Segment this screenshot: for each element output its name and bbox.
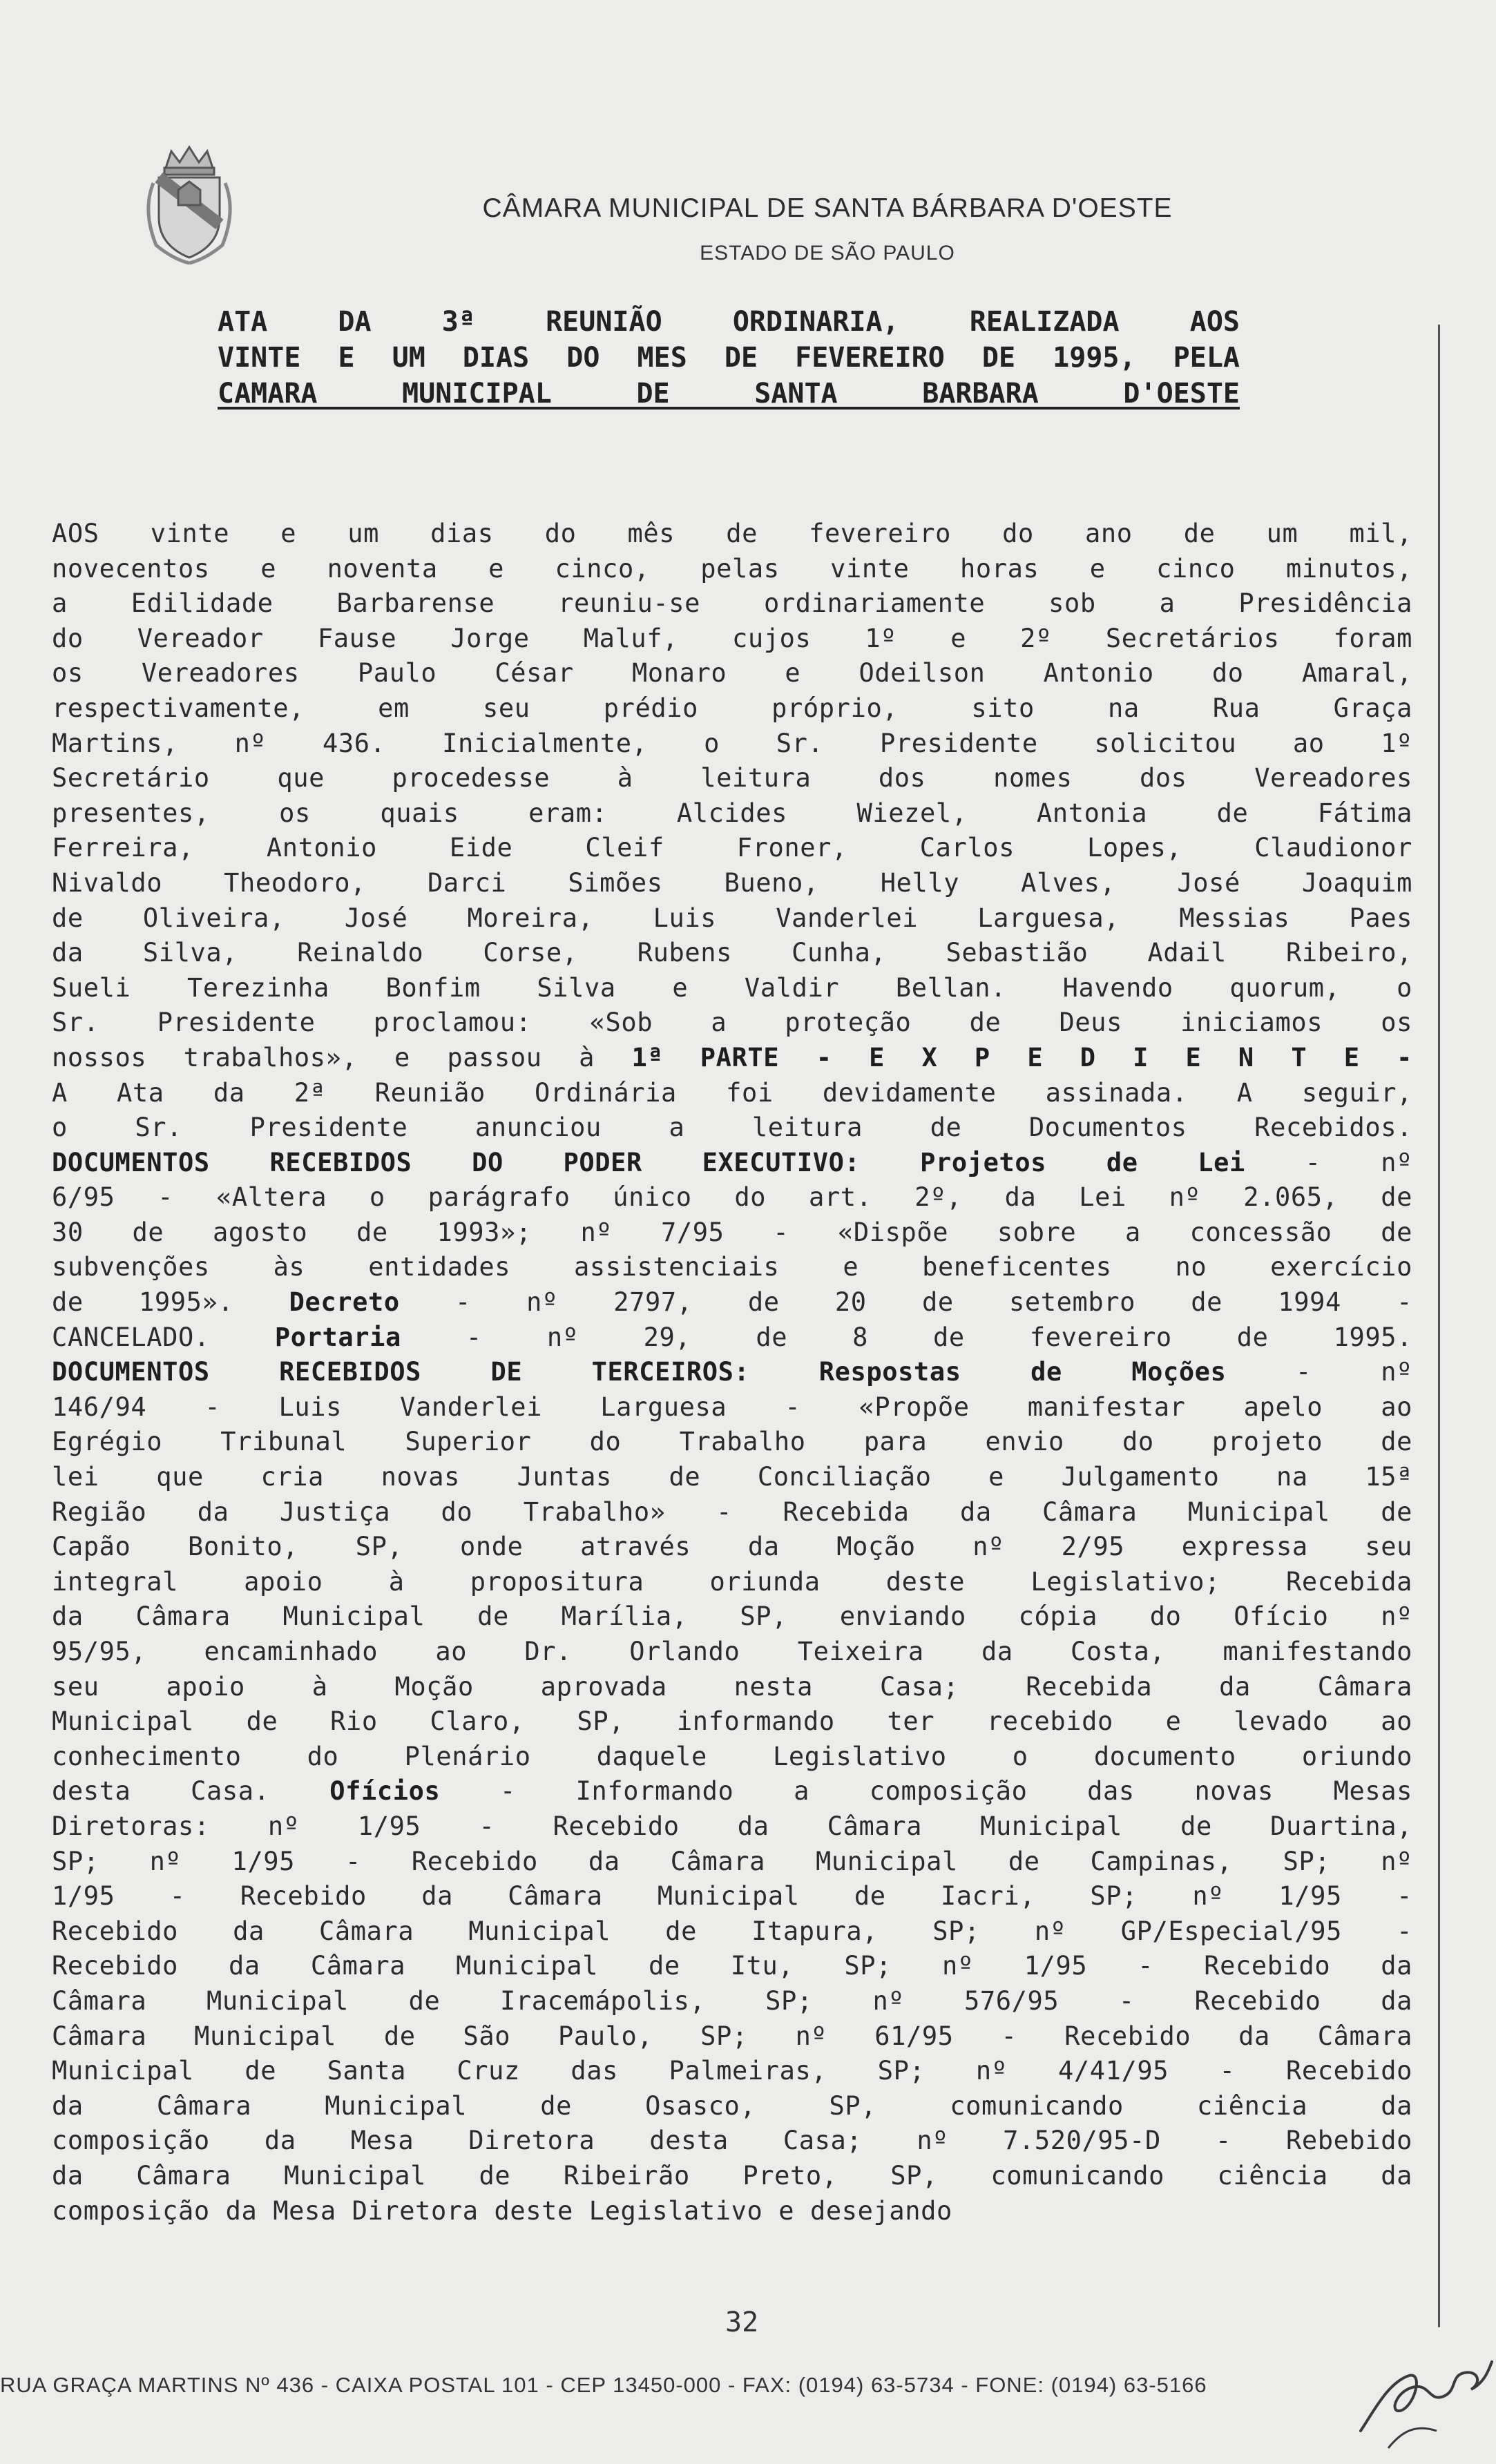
- text-line: [52, 901, 1412, 936]
- text-segment: subvenções às entidades assistenciais e beneficentes no exercício: [52, 1252, 1412, 1282]
- text-segment: novecentos e noventa e cinco, pelas vinte horas e cinco minutos,: [52, 553, 1412, 584]
- text-line: [52, 1774, 1412, 1809]
- margin-rule: [1438, 325, 1440, 2327]
- text-segment: de Oliveira, José Moreira, Luis Vanderlei Larguesa, Messias Paes: [52, 903, 1412, 933]
- text-line: [52, 1425, 1412, 1460]
- text-line: [52, 517, 1412, 552]
- text-segment: Sueli Terezinha Bonfim Silva e Valdir Bellan. Havendo quorum, o: [52, 972, 1412, 1003]
- text-line: [52, 1914, 1412, 1950]
- text-line: [52, 726, 1412, 762]
- text-line: [52, 761, 1412, 796]
- text-line: [52, 691, 1412, 726]
- text-line: [52, 1250, 1412, 1285]
- bold-text: DOCUMENTOS RECEBIDOS DE TERCEIROS: Respostas de Moções: [52, 1357, 1227, 1387]
- text-line: [52, 936, 1412, 971]
- text-line: [52, 1005, 1412, 1041]
- text-segment: A Ata da 2ª Reunião Ordinária foi devidamente assinada. A seguir,: [52, 1077, 1412, 1108]
- text-line: [52, 1565, 1412, 1600]
- text-line: [52, 1285, 1412, 1320]
- text-line: [52, 1530, 1412, 1565]
- bold-text: Portaria: [274, 1322, 401, 1352]
- text-line: [52, 1599, 1412, 1635]
- minutes-body-text: [52, 517, 1412, 2229]
- text-segment: Recebido da Câmara Municipal de Itapura, SP; nº GP/Especial/95 -: [52, 1916, 1412, 1946]
- text-segment: Martins, nº 436. Inicialmente, o Sr. Presidente solicitou ao 1º: [52, 728, 1412, 758]
- text-line: [52, 831, 1412, 866]
- text-segment: Egrégio Tribunal Superior do Trabalho para envio do projeto de: [52, 1427, 1412, 1457]
- text-segment: Ferreira, Antonio Eide Cleif Froner, Carlos Lopes, Claudionor: [52, 833, 1412, 863]
- text-line: [52, 1984, 1412, 2019]
- text-segment: Capão Bonito, SP, onde através da Moção nº 2/95 expressa seu: [52, 1532, 1412, 1562]
- text-segment: 6/95 - «Altera o parágrafo único do art. 2º, da Lei nº 2.065, de: [52, 1182, 1412, 1213]
- text-line: [52, 1390, 1412, 1425]
- text-line: [52, 1740, 1412, 1775]
- text-segment: composição da Mesa Diretora desta Casa; nº 7.520/95-D - Rebebido: [52, 2126, 1412, 2156]
- text-line: [52, 1949, 1412, 1984]
- bold-text: Ofícios: [329, 1776, 441, 1807]
- text-segment: 1/95 - Recebido da Câmara Municipal de Iacri, SP; nº 1/95 -: [52, 1881, 1412, 1912]
- text-line: [52, 2054, 1412, 2089]
- text-line: [52, 2089, 1412, 2124]
- text-segment: da Câmara Municipal de Ribeirão Preto, SP, comunicando ciência da: [52, 2160, 1412, 2191]
- text-line: [52, 622, 1412, 657]
- text-segment: da Silva, Reinaldo Corse, Rubens Cunha, Sebastião Adail Ribeiro,: [52, 938, 1412, 968]
- text-segment: da Câmara Municipal de Marília, SP, enviando cópia do Ofício nº: [52, 1601, 1412, 1632]
- text-segment: a Edilidade Barbarense reuniu-se ordinariamente sob a Presidência: [52, 588, 1412, 619]
- text-segment: Secretário que procedesse à leitura dos nomes dos Vereadores: [52, 763, 1412, 793]
- text-line: [52, 2159, 1412, 2194]
- text-segment: 30 de agosto de 1993»; nº 7/95 - «Dispõe sobre a concessão de: [52, 1217, 1412, 1247]
- title-line: ATA DA 3ª REUNIÃO ORDINARIA, REALIZADA AOS: [218, 306, 1240, 338]
- handwritten-signature: [1347, 2327, 1496, 2452]
- text-segment: Câmara Municipal de São Paulo, SP; nº 61/95 - Recebido da Câmara: [52, 2021, 1412, 2051]
- text-line: [52, 1180, 1412, 1215]
- bold-text: 1ª PARTE - E X P E D I E N T E -: [631, 1042, 1413, 1072]
- text-line: [52, 1879, 1412, 1914]
- text-segment: Região da Justiça do Trabalho» - Recebida da Câmara Municipal de: [52, 1496, 1412, 1527]
- text-segment: integral apoio à propositura oriunda deste Legislativo; Recebida: [52, 1566, 1412, 1597]
- page-number: 32: [725, 2307, 759, 2338]
- text-segment: Diretoras: nº 1/95 - Recebido da Câmara Municipal de Duartina,: [52, 1811, 1412, 1841]
- address-footer: RUA GRAÇA MARTINS Nº 436 - CAIXA POSTAL 101 - CEP 13450-000 - FAX: (0194) 63-5734 - FONE: (0194) 63-5166: [0, 2373, 1207, 2397]
- text-segment: - nº 29, de 8 de fevereiro de 1995.: [401, 1322, 1412, 1352]
- text-line: [52, 586, 1412, 622]
- text-line: [52, 1110, 1412, 1146]
- text-segment: 146/94 - Luis Vanderlei Larguesa - «Propõe manifestar apelo ao: [52, 1392, 1412, 1422]
- text-segment: Sr. Presidente proclamou: «Sob a proteção de Deus iniciamos os: [52, 1008, 1412, 1038]
- text-line: [52, 1041, 1412, 1076]
- text-segment: da Câmara Municipal de Osasco, SP, comunicando ciência da: [52, 2090, 1412, 2121]
- text-segment: o Sr. Presidente anunciou a leitura de Documentos Recebidos.: [52, 1113, 1412, 1143]
- text-line: [52, 1320, 1412, 1356]
- text-segment: presentes, os quais eram: Alcides Wiezel, Antonia de Fátima: [52, 798, 1412, 828]
- text-line: [52, 2194, 1412, 2229]
- text-line: [52, 552, 1412, 587]
- text-segment: Municipal de Rio Claro, SP, informando ter recebido e levado ao: [52, 1706, 1412, 1737]
- text-segment: respectivamente, em seu prédio próprio, sito na Rua Graça: [52, 693, 1412, 723]
- institution-name: CÂMARA MUNICIPAL DE SANTA BÁRBARA D'OESTE: [482, 193, 1173, 223]
- text-line: [52, 796, 1412, 831]
- text-segment: composição da Mesa Diretora deste Legislativo e desejando: [52, 2195, 952, 2226]
- text-segment: AOS vinte e um dias do mês de fevereiro do ano de um mil,: [52, 519, 1412, 548]
- text-line: [52, 1704, 1412, 1740]
- text-segment: conhecimento do Plenário daquele Legislativo o documento oriundo: [52, 1741, 1412, 1771]
- text-line: [52, 2019, 1412, 2054]
- text-segment: Recebido da Câmara Municipal de Itu, SP; nº 1/95 - Recebido da: [52, 1951, 1412, 1981]
- text-segment: CANCELADO.: [52, 1322, 275, 1352]
- text-segment: Nivaldo Theodoro, Darci Simões Bueno, Helly Alves, José Joaquim: [52, 867, 1412, 898]
- bold-text: Decreto: [289, 1287, 400, 1318]
- text-line: [52, 1670, 1412, 1705]
- text-segment: lei que cria novas Juntas de Conciliação e Julgamento na 15ª: [52, 1462, 1412, 1492]
- title-line: VINTE E UM DIAS DO MES DE FEVEREIRO DE 1995, PELA: [218, 342, 1240, 374]
- text-line: [52, 866, 1412, 901]
- text-line: [52, 656, 1412, 691]
- text-segment: desta Casa.: [52, 1776, 330, 1807]
- title-line: CAMARA MUNICIPAL DE SANTA BARBARA D'OESTE: [218, 378, 1240, 410]
- text-line: [52, 1845, 1412, 1880]
- text-line: [52, 1460, 1412, 1495]
- text-segment: Municipal de Santa Cruz das Palmeiras, SP; nº 4/41/95 - Recebido: [52, 2056, 1412, 2086]
- text-segment: do Vereador Fause Jorge Maluf, cujos 1º e 2º Secretários foram: [52, 623, 1412, 653]
- text-line: [52, 1076, 1412, 1111]
- text-segment: - nº: [1226, 1357, 1412, 1387]
- text-line: [52, 1809, 1412, 1845]
- text-line: [52, 2124, 1412, 2159]
- document-title: [218, 304, 1240, 412]
- text-segment: de 1995».: [52, 1287, 289, 1318]
- text-segment: - Informando a composição das novas Mesas: [440, 1776, 1412, 1807]
- text-line: [52, 1355, 1412, 1390]
- text-line: [52, 971, 1412, 1006]
- text-segment: os Vereadores Paulo César Monaro e Odeilson Antonio do Amaral,: [52, 658, 1412, 689]
- text-line: [52, 1146, 1412, 1181]
- text-segment: - nº: [1245, 1147, 1412, 1177]
- bold-text: DOCUMENTOS RECEBIDOS DO PODER EXECUTIVO: Projetos de Lei: [52, 1147, 1245, 1177]
- text-segment: Câmara Municipal de Iracemápolis, SP; nº 576/95 - Recebido da: [52, 1985, 1412, 2016]
- text-line: [52, 1215, 1412, 1251]
- text-segment: seu apoio à Moção aprovada nesta Casa; Recebida da Câmara: [52, 1671, 1412, 1702]
- text-line: [52, 1635, 1412, 1670]
- text-line: [52, 1495, 1412, 1530]
- state-name: ESTADO DE SÃO PAULO: [700, 242, 955, 264]
- text-segment: SP; nº 1/95 - Recebido da Câmara Municipal de Campinas, SP; nº: [52, 1846, 1412, 1876]
- text-segment: - nº 2797, de 20 de setembro de 1994 -: [399, 1287, 1412, 1318]
- text-segment: 95/95, encaminhado ao Dr. Orlando Teixeira da Costa, manifestando: [52, 1637, 1412, 1666]
- text-segment: nossos trabalhos», e passou à: [52, 1042, 632, 1072]
